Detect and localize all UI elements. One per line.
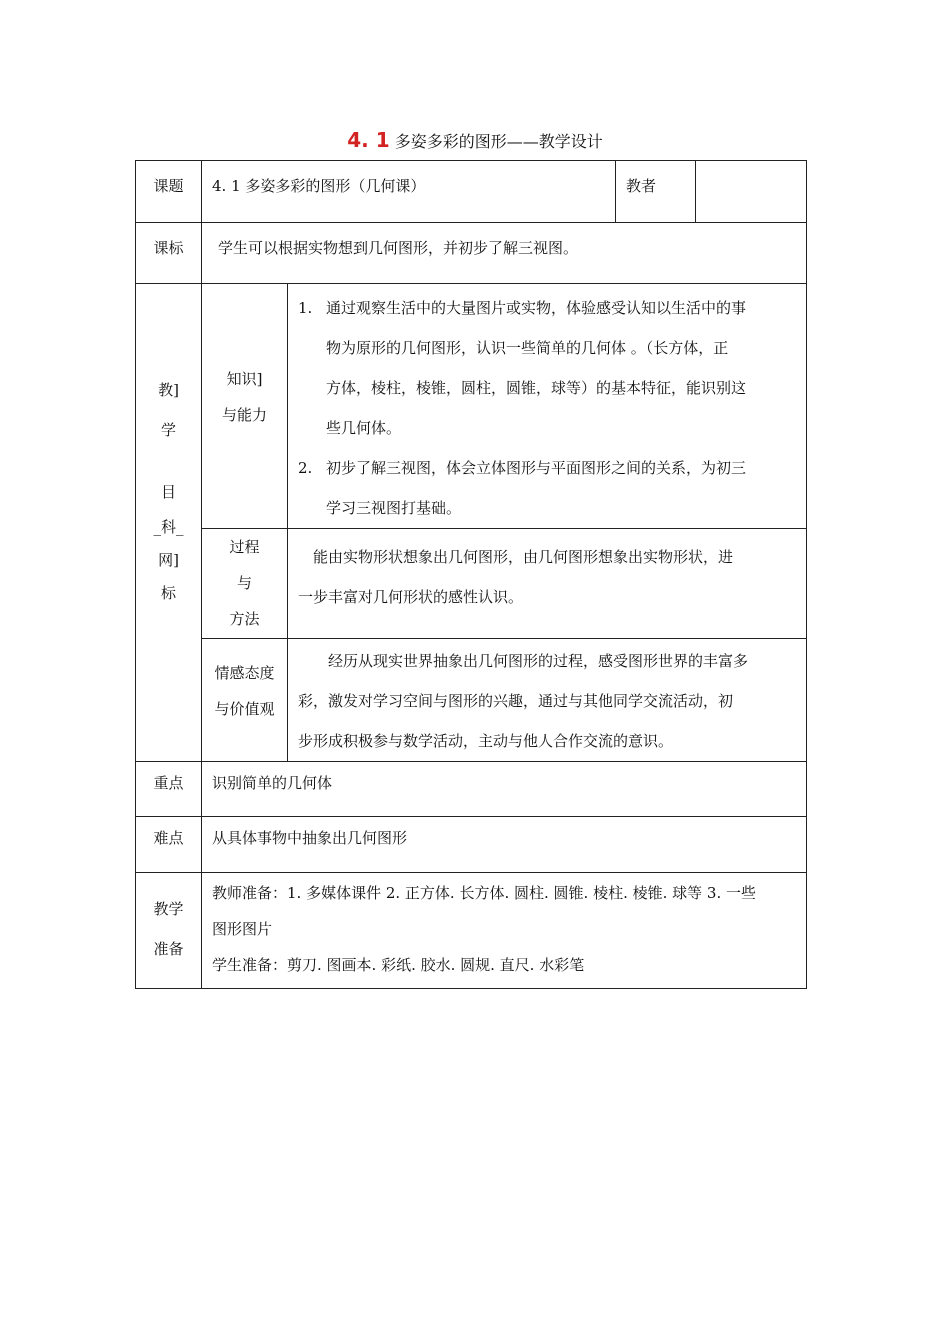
preparation-row (136, 873, 807, 989)
prep-label-cell (136, 873, 202, 989)
knowledge-label-line: 与能力 (221, 406, 267, 424)
knowledge-label-line: 知识] (226, 370, 263, 388)
attitude-label-line: 情感态度 (214, 664, 275, 682)
key-point-row (136, 762, 807, 817)
knowledge-line: 物为原形的几何图形，认识一些简单的几何体 。（长方体，正 (326, 339, 729, 357)
knowledge-list (288, 284, 806, 528)
attitude-line: 彩，激发对学习空间与图形的兴趣，通过与其他同学交流活动，初 (298, 692, 734, 710)
key-label-cell (136, 762, 202, 817)
title-text: 多姿多彩的图形——教学设计 (394, 132, 603, 151)
lesson-plan-table (135, 160, 807, 989)
knowledge-item-number: 1. (298, 299, 313, 317)
attitude-row (136, 639, 807, 762)
attitude-line: 步形成积极参与数学活动，主动与他人合作交流的意识。 (298, 732, 674, 750)
teacher-label: 教者 (626, 177, 657, 195)
prep-label (136, 873, 201, 969)
prep-label-line: 教学 (153, 900, 184, 918)
attitude-label-cell (202, 639, 288, 762)
prep-line: 图形图片 (212, 920, 273, 938)
teacher-value-cell (696, 161, 807, 223)
prep-content-cell (202, 873, 807, 989)
prep-label-line: 准备 (153, 940, 184, 958)
title-number: 4. 1 (347, 128, 390, 152)
attitude-content (288, 639, 806, 761)
standard-value-cell (202, 223, 807, 284)
knowledge-content-cell (288, 284, 807, 529)
teacher-value (696, 161, 806, 175)
goals-label-char: 标 (160, 584, 176, 602)
topic-label: 课题 (153, 177, 184, 195)
key-label: 重点 (153, 774, 184, 792)
knowledge-line: 初步了解三视图，体会立体图形与平面图形之间的关系，为初三 (326, 459, 747, 477)
process-content-cell (288, 529, 807, 639)
knowledge-label-cell (202, 284, 288, 529)
process-content (288, 529, 806, 617)
knowledge-item (298, 288, 798, 448)
goals-label-char: 目 (160, 483, 176, 501)
process-row (136, 529, 807, 639)
knowledge-item-text (326, 288, 798, 448)
knowledge-label (202, 284, 287, 433)
knowledge-item-number: 2. (298, 459, 313, 477)
key-value-cell (202, 762, 807, 817)
difficulty-value-cell (202, 817, 807, 873)
attitude-content-cell (288, 639, 807, 762)
standard-label-cell (136, 223, 202, 284)
topic-row (136, 161, 807, 223)
process-line: 能由实物形状想象出几何图形，由几何图形想象出实物形状，进 (298, 548, 734, 566)
process-label (202, 529, 287, 637)
process-label-line: 方法 (229, 610, 260, 628)
difficulty-value: 从具体事物中抽象出几何图形 (212, 829, 408, 847)
topic-value: 4. 1 多姿多彩的图形（几何课） (212, 177, 426, 195)
topic-value-cell (202, 161, 616, 223)
prep-content (202, 873, 806, 983)
goals-label-char: 教] (158, 381, 179, 399)
key-value: 识别简单的几何体 (212, 774, 333, 792)
prep-line: 教师准备：1. 多媒体课件 2. 正方体. 长方体. 圆柱. 圆锥. 棱柱. 棱锥. 球等 3. 一些 (212, 884, 756, 902)
goals-label (136, 284, 201, 608)
goals-label-char: 网] (158, 551, 179, 569)
difficulty-label: 难点 (153, 829, 184, 847)
topic-label-cell (136, 161, 202, 223)
knowledge-row (136, 284, 807, 529)
knowledge-line: 方体，棱柱，棱锥，圆柱，圆锥，球等）的基本特征，能识别这 (326, 379, 747, 397)
process-label-cell (202, 529, 288, 639)
prep-line: 学生准备：剪刀. 图画本. 彩纸. 胶水. 圆规. 直尺. 水彩笔 (212, 956, 585, 974)
knowledge-line: 通过观察生活中的大量图片或实物，体验感受认知以生活中的事 (326, 299, 747, 317)
knowledge-line: 些几何体。 (326, 419, 402, 437)
difficulty-label-cell (136, 817, 202, 873)
standard-value: 学生可以根据实物想到几何图形，并初步了解三视图。 (218, 239, 579, 257)
standard-row (136, 223, 807, 284)
goals-label-char: _科_ (153, 518, 184, 536)
process-label-line: 与 (236, 574, 252, 592)
document-title (0, 128, 950, 154)
attitude-label (202, 639, 287, 727)
process-line: 一步丰富对几何形状的感性认识。 (298, 588, 524, 606)
goals-label-char: 学 (160, 421, 176, 439)
process-label-line: 过程 (229, 538, 260, 556)
goals-label-cell (136, 284, 202, 762)
teacher-label-cell (616, 161, 696, 223)
knowledge-item-text (326, 448, 798, 528)
attitude-label-line: 与价值观 (214, 700, 275, 718)
difficulty-row (136, 817, 807, 873)
standard-label: 课标 (153, 239, 184, 257)
knowledge-line: 学习三视图打基础。 (326, 499, 462, 517)
knowledge-item (298, 448, 798, 528)
attitude-line: 经历从现实世界抽象出几何图形的过程，感受图形世界的丰富多 (298, 652, 749, 670)
